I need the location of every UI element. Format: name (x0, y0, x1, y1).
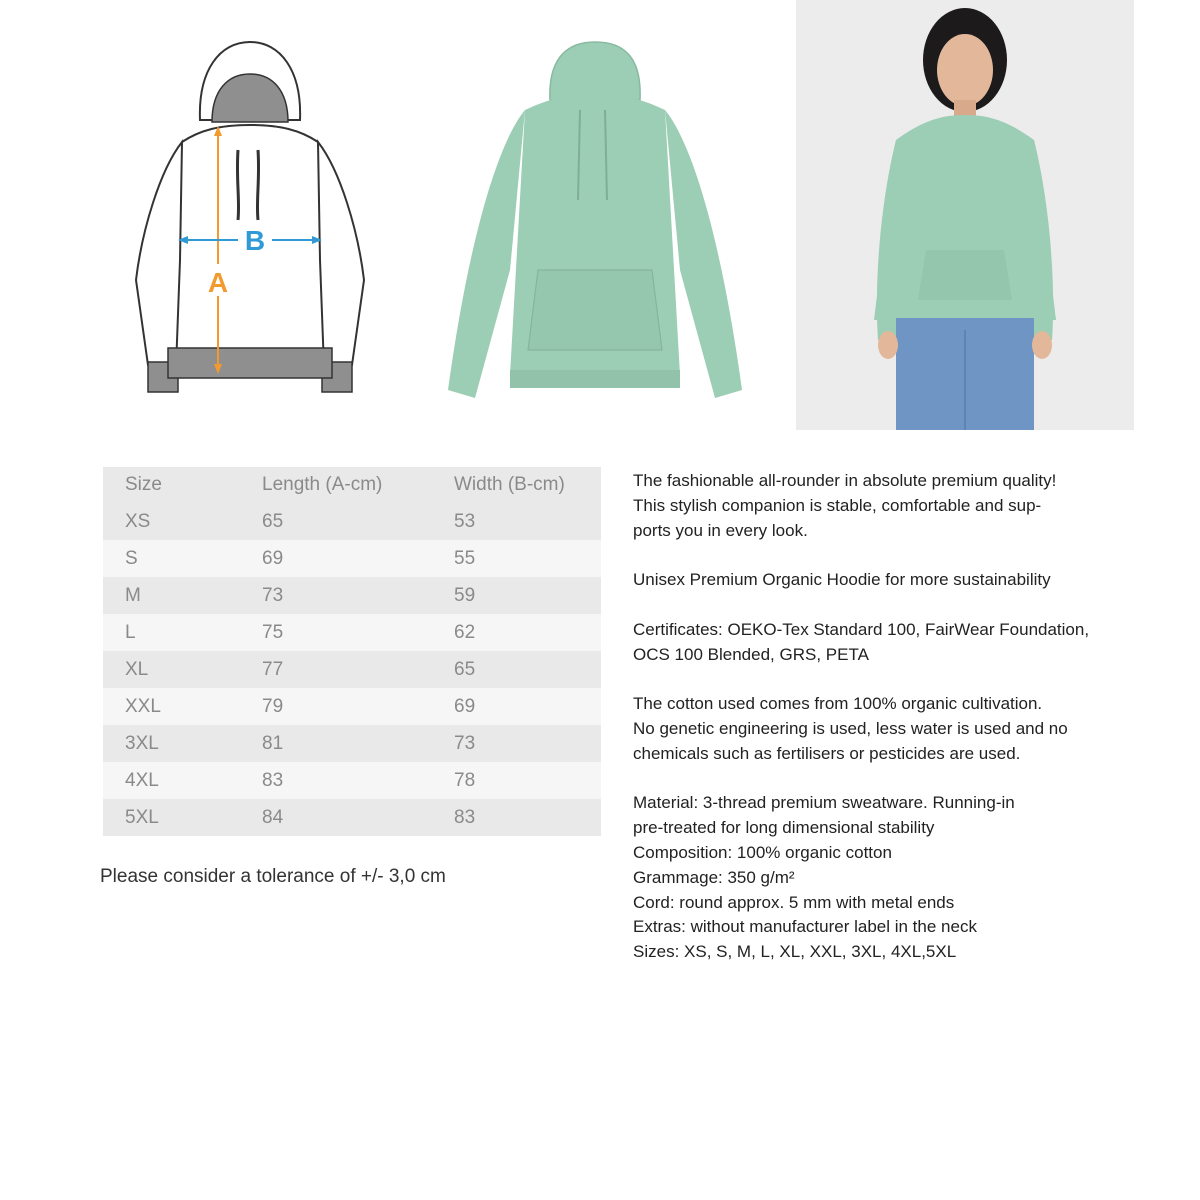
table-row (103, 651, 601, 688)
length-cell: 75 (262, 621, 284, 643)
width-cell: 59 (454, 584, 476, 606)
length-cell: 79 (262, 695, 284, 717)
table-row (103, 577, 601, 614)
table-row (103, 540, 601, 577)
size-table (103, 467, 601, 836)
description-cotton: The cotton used comes from 100% organic cultivation. No genetic engineering is used, less water is used and no chemicals such as fertilisers or pesticides are used. (633, 694, 1068, 763)
width-cell: 73 (454, 732, 476, 754)
table-row (103, 725, 601, 762)
width-cell: 78 (454, 769, 476, 791)
width-cell: 53 (454, 510, 476, 532)
size-cell: M (125, 584, 141, 606)
description-certificates: Certificates: OEKO-Tex Standard 100, FairWear Foundation, OCS 100 Blended, GRS, PETA (633, 619, 1090, 664)
size-cell: 5XL (125, 806, 159, 828)
header-size: Size (125, 474, 162, 495)
hoodie-measurement-diagram (120, 30, 380, 410)
description-intro: The fashionable all-rounder in absolute premium quality! This stylish companion is stable, comfortable and sup- ports you in every look. (633, 471, 1057, 540)
length-cell: 77 (262, 658, 284, 680)
size-cell: XXL (125, 695, 161, 717)
table-header-row (103, 467, 601, 503)
size-cell: XS (125, 510, 151, 532)
width-cell: 83 (454, 806, 476, 828)
length-cell: 83 (262, 769, 284, 791)
tolerance-note: Please consider a tolerance of +/- 3,0 cm (100, 866, 446, 887)
table-row (103, 614, 601, 651)
table-row (103, 503, 601, 540)
size-cell: 4XL (125, 769, 159, 791)
header-width: Width (B-cm) (454, 474, 565, 495)
size-cell: XL (125, 658, 149, 680)
size-cell: S (125, 547, 138, 569)
width-cell: 65 (454, 658, 476, 680)
length-cell: 69 (262, 547, 284, 569)
label-a: A (207, 267, 229, 298)
header-length: Length (A-cm) (262, 474, 383, 495)
description-specs: Material: 3-thread premium sweatware. Running-in pre-treated for long dimensional stability Composition: 100% organic cotton Grammage: 350 g/m² Cord: round approx. 5 mm with metal ends Extras: without manufacturer label in the neck Sizes: XS, S, M, L, XL, XXL, 3XL, 4XL,5XL (633, 793, 1015, 962)
size-cell: 3XL (125, 732, 159, 754)
label-b: B (244, 225, 266, 256)
length-cell: 81 (262, 732, 284, 754)
hoodie-product-image (430, 30, 760, 410)
width-cell: 55 (454, 547, 476, 569)
size-cell: L (125, 621, 136, 643)
model-photo (796, 0, 1134, 430)
width-cell: 69 (454, 695, 476, 717)
length-cell: 84 (262, 806, 284, 828)
table-row (103, 688, 601, 725)
model-wearing-hoodie-image (796, 0, 1134, 430)
table-row (103, 799, 601, 836)
length-cell: 65 (262, 510, 284, 532)
width-cell: 62 (454, 621, 476, 643)
length-cell: 73 (262, 584, 284, 606)
description-unisex: Unisex Premium Organic Hoodie for more sustainability (633, 570, 1051, 590)
table-row (103, 762, 601, 799)
product-description (633, 469, 1093, 965)
